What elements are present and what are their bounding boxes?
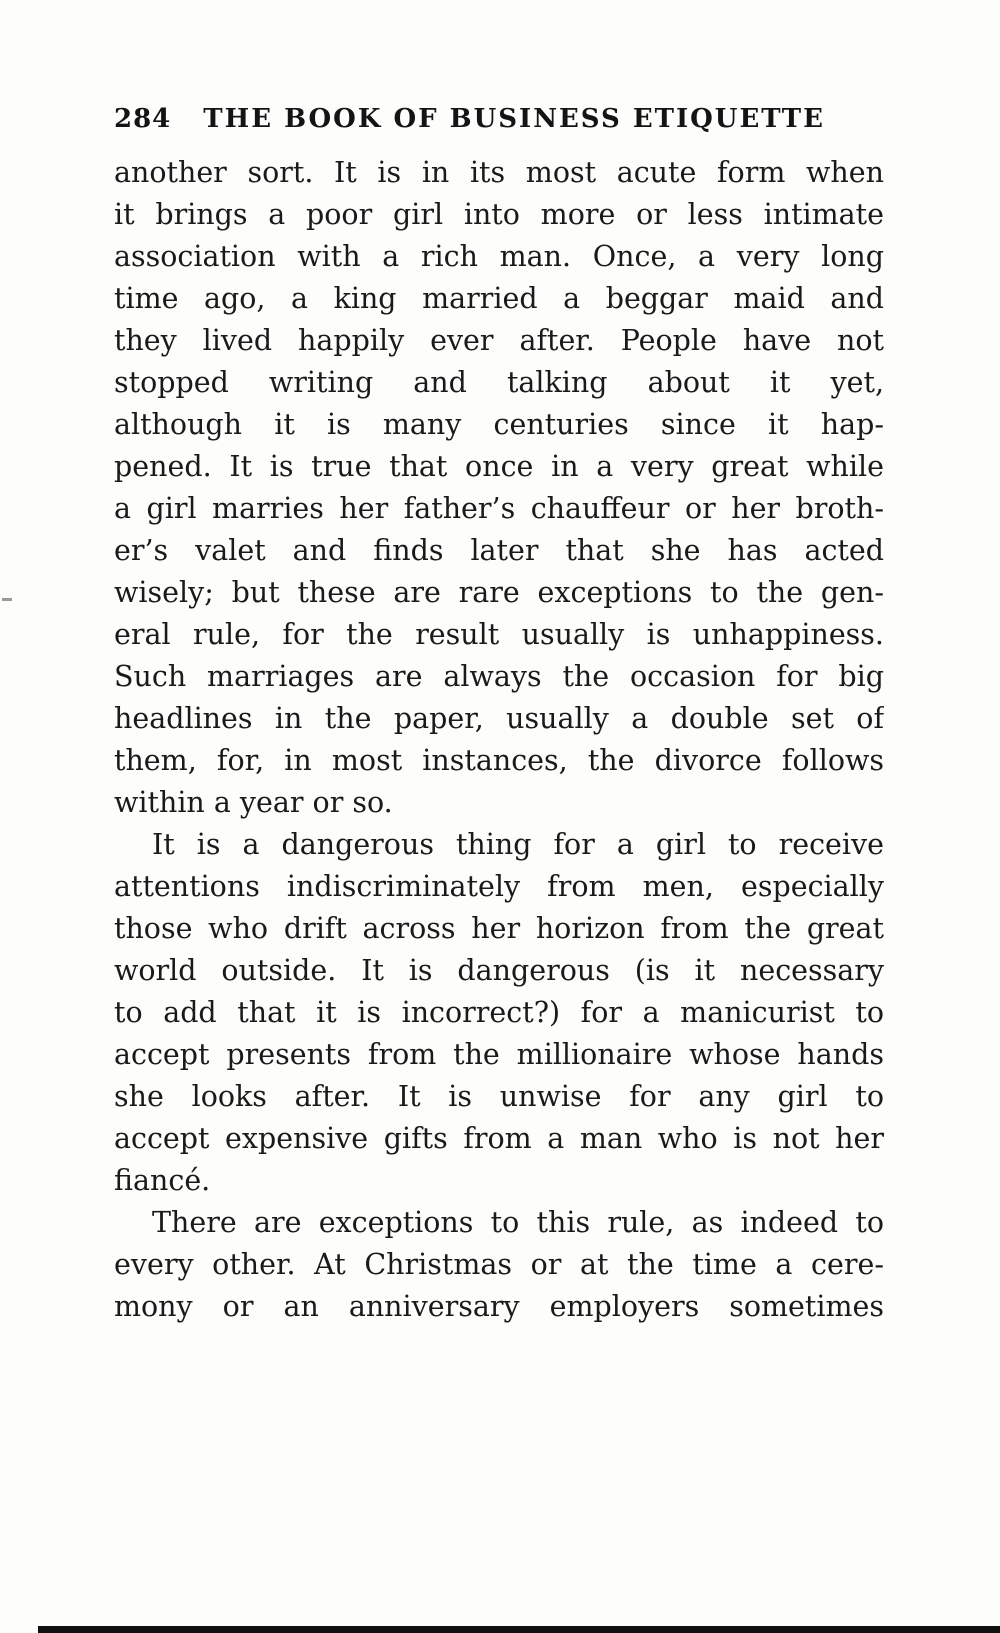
text-line: wisely; but these are rare exceptions to the gen- xyxy=(114,576,884,609)
text-line: world outside. It is dangerous (is it necessary xyxy=(114,954,884,987)
text-line-paragraph-start: There are exceptions to this rule, as indeed to xyxy=(152,1206,884,1239)
text-line: a girl marries her father’s chauffeur or her broth- xyxy=(114,492,884,525)
text-line: headlines in the paper, usually a double set of xyxy=(114,702,884,735)
scan-margin-artifact xyxy=(2,598,12,601)
page-number: 284 xyxy=(114,104,172,134)
text-line-paragraph-end: within a year or so. xyxy=(114,786,393,819)
text-line: attentions indiscriminately from men, especially xyxy=(114,870,884,903)
text-line: every other. At Christmas or at the time a cere- xyxy=(114,1248,884,1281)
text-line: stopped writing and talking about it yet, xyxy=(114,366,884,399)
text-line: accept expensive gifts from a man who is not her xyxy=(114,1122,884,1155)
text-line: er’s valet and finds later that she has acted xyxy=(114,534,884,567)
text-line: mony or an anniversary employers sometimes xyxy=(114,1290,884,1323)
running-title: THE BOOK OF BUSINESS ETIQUETTE xyxy=(203,104,825,134)
text-line: pened. It is true that once in a very great while xyxy=(114,450,884,483)
text-line: it brings a poor girl into more or less intimate xyxy=(114,198,884,231)
text-line: they lived happily ever after. People have not xyxy=(114,324,884,357)
text-line-paragraph-start: It is a dangerous thing for a girl to receive xyxy=(152,828,884,861)
text-line: another sort. It is in its most acute form when xyxy=(114,156,884,189)
text-block xyxy=(114,102,884,1328)
page-header xyxy=(114,102,884,136)
text-line: Such marriages are always the occasion for big xyxy=(114,660,884,693)
text-line: accept presents from the millionaire whose hands xyxy=(114,1038,884,1071)
text-line: those who drift across her horizon from the great xyxy=(114,912,884,945)
text-line: them, for, in most instances, the divorce follows xyxy=(114,744,884,777)
text-line: association with a rich man. Once, a very long xyxy=(114,240,884,273)
text-line: eral rule, for the result usually is unhappiness. xyxy=(114,618,884,651)
text-line: although it is many centuries since it hap- xyxy=(114,408,884,441)
text-line: time ago, a king married a beggar maid and xyxy=(114,282,884,315)
text-line: she looks after. It is unwise for any girl to xyxy=(114,1080,884,1113)
text-line: to add that it is incorrect?) for a manicurist to xyxy=(114,996,884,1029)
scan-edge-artifact xyxy=(38,1626,1000,1633)
text-line-paragraph-end: fiancé. xyxy=(114,1164,211,1197)
body-text xyxy=(114,152,884,1328)
